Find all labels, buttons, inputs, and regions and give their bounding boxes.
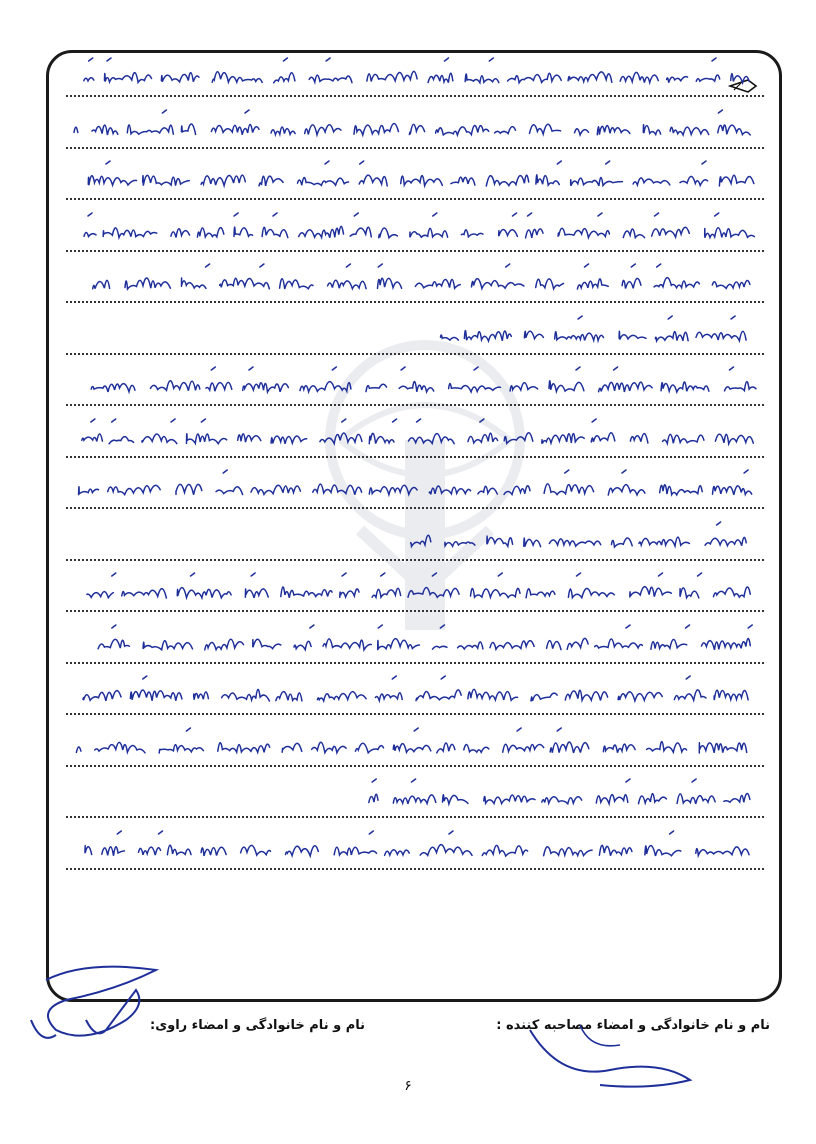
handwriting-strokes [66,618,764,666]
interviewer-label: نام و نام خانوادگی و امضاء مصاحبه کننده : [496,1018,770,1033]
handwritten-line [66,772,764,820]
handwriting-strokes [66,51,764,99]
handwriting-strokes [66,206,764,254]
handwritten-line [66,257,764,305]
handwritten-line [66,51,764,99]
handwriting-strokes [66,257,764,305]
handwriting-strokes [66,360,764,408]
handwriting-strokes [66,721,764,769]
handwritten-line [66,618,764,666]
handwritten-line [66,463,764,511]
narrator-signature [26,960,176,1050]
handwritten-line [66,206,764,254]
handwritten-line [66,721,764,769]
handwriting-strokes [66,824,764,872]
handwriting-strokes [66,103,764,151]
handwritten-line [66,566,764,614]
handwriting-strokes [66,566,764,614]
narrator-label: نام و نام خانوادگی و امضاء راوی: [150,1018,365,1033]
handwritten-line [66,103,764,151]
handwritten-line [66,515,764,563]
handwritten-line [66,669,764,717]
interviewer-signature [520,1020,700,1090]
handwritten-line [66,412,764,460]
handwriting-strokes [66,412,764,460]
handwritten-line [66,360,764,408]
handwriting-strokes [66,515,764,563]
handwritten-line [66,154,764,202]
page-number: ۶ [404,1078,412,1094]
handwriting-strokes [66,309,764,357]
handwritten-line [66,824,764,872]
handwriting-strokes [66,669,764,717]
handwriting-strokes [66,772,764,820]
handwriting-strokes [66,154,764,202]
handwritten-line [66,309,764,357]
handwriting-strokes [66,463,764,511]
